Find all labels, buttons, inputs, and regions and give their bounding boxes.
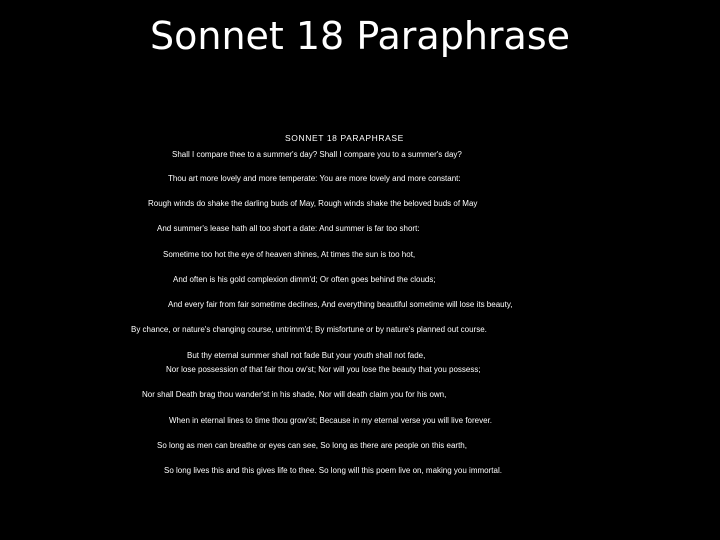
sonnet-line-5: Sometime too hot the eye of heaven shines, At times the sun is too hot, bbox=[163, 250, 416, 259]
sonnet-line-9: But thy eternal summer shall not fade But your youth shall not fade, bbox=[187, 351, 426, 360]
sonnet-line-10: Nor lose possession of that fair thou ow'st; Nor will you lose the beauty that you possess; bbox=[166, 365, 481, 374]
sonnet-line-3: Rough winds do shake the darling buds of May, Rough winds shake the beloved buds of May bbox=[148, 199, 478, 208]
sonnet-line-8: By chance, or nature's changing course, untrimm'd; By misfortune or by nature's planned out course. bbox=[131, 325, 487, 334]
sonnet-line-7: And every fair from fair sometime declines, And everything beautiful sometime will lose its beauty, bbox=[168, 300, 513, 309]
sonnet-line-12: When in eternal lines to time thou grow'st; Because in my eternal verse you will live forever. bbox=[169, 416, 493, 425]
sonnet-line-6: And often is his gold complexion dimm'd; Or often goes behind the clouds; bbox=[173, 275, 436, 284]
sonnet-line-11: Nor shall Death brag thou wander'st in his shade, Nor will death claim you for his own, bbox=[142, 390, 447, 399]
sonnet-line-4: And summer's lease hath all too short a date: And summer is far too short: bbox=[157, 224, 420, 233]
sonnet-line-13: So long as men can breathe or eyes can see, So long as there are people on this earth, bbox=[157, 441, 467, 450]
sonnet-line-2: Thou art more lovely and more temperate: You are more lovely and more constant: bbox=[168, 174, 461, 183]
sonnet-heading: SONNET 18 PARAPHRASE bbox=[285, 133, 404, 143]
slide-title: Sonnet 18 Paraphrase bbox=[149, 14, 571, 58]
sonnet-line-1: Shall I compare thee to a summer's day? Shall I compare you to a summer's day? bbox=[172, 150, 462, 159]
sonnet-line-14: So long lives this and this gives life to thee. So long will this poem live on, making you immortal. bbox=[164, 466, 502, 475]
